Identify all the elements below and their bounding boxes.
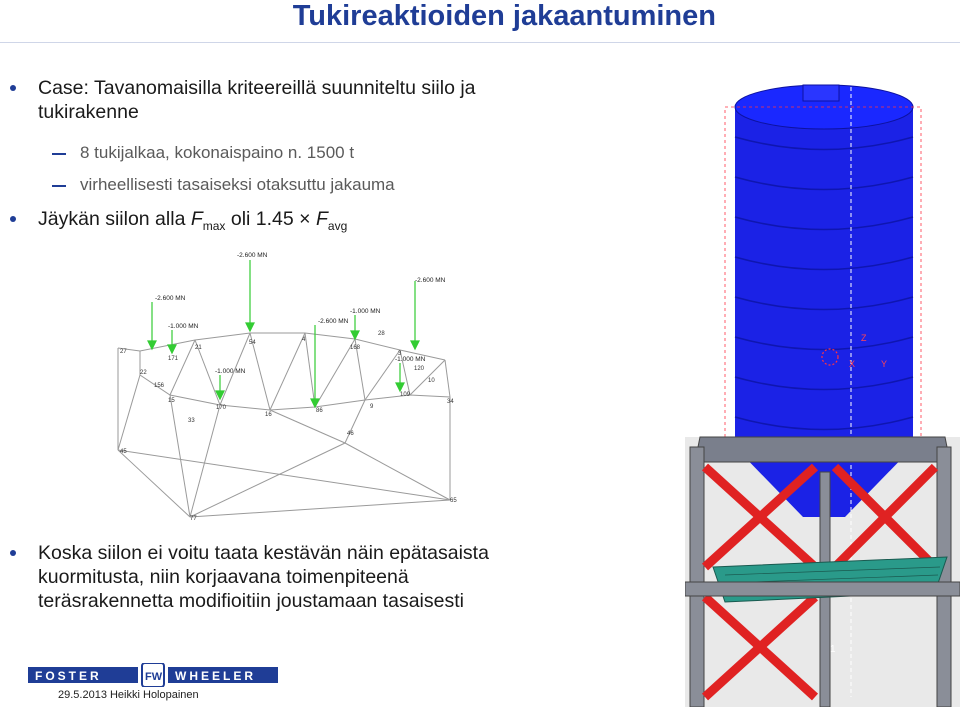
load-label: -1.000 MN — [215, 368, 246, 375]
load-label: -2.600 MN — [318, 318, 349, 325]
node-label: 168 — [350, 345, 361, 351]
bullet-dot — [10, 550, 16, 556]
axis-z-label: Z — [861, 333, 867, 343]
bullet-case — [38, 76, 476, 124]
node-label: 27 — [120, 349, 127, 355]
load-label: -2.600 MN — [415, 277, 446, 284]
node-label: 54 — [249, 340, 256, 346]
logo-right-text: WHEELER — [175, 669, 256, 683]
frame-load-diagram — [110, 245, 480, 525]
load-label: -1.000 MN — [350, 308, 381, 315]
avg-subscript: avg — [327, 218, 348, 233]
node-label: 22 — [140, 370, 147, 376]
bullet-dot — [10, 216, 16, 222]
node-label: 171 — [168, 356, 179, 362]
node-label: 65 — [450, 498, 457, 504]
times-symbol: × — [299, 208, 311, 230]
f-symbol: F — [190, 208, 203, 230]
bullet-modification-line2: kuormitusta, niin korjaavana toimenpiteenä — [38, 566, 409, 588]
node-label: 9 — [370, 404, 374, 410]
max-subscript: max — [202, 218, 226, 233]
bullet-fmax-text: Jäykän siilon alla — [38, 208, 186, 230]
node-label: 3 — [398, 351, 402, 357]
node-label: 45 — [120, 449, 127, 455]
node-label: 10 — [428, 378, 435, 384]
silo-3d-model — [685, 77, 960, 707]
node-label: 109 — [400, 392, 411, 398]
sub-bullet-dash — [52, 185, 66, 187]
sub-bullet-dash — [52, 153, 66, 155]
node-label: 170 — [216, 405, 227, 411]
f-symbol: F — [315, 208, 328, 230]
load-label: -1.000 MN — [395, 356, 426, 363]
logo-left-text: FOSTER — [35, 669, 102, 683]
load-label: -1.000 MN — [168, 323, 199, 330]
node-label: 21 — [195, 345, 202, 351]
node-label: 34 — [447, 399, 454, 405]
logo-mark: FW — [145, 671, 163, 683]
node-label: 120 — [414, 366, 425, 372]
sub-bullet-distribution — [80, 174, 395, 196]
node-label: 16 — [265, 412, 272, 418]
node-label: 28 — [378, 331, 385, 337]
load-label: -2.600 MN — [155, 295, 186, 302]
bullet-case-line1: Case: Tavanomaisilla kriteereillä suunniteltu siilo ja — [38, 77, 476, 99]
load-label: -2.600 MN — [237, 252, 268, 259]
node-label: 4 — [302, 337, 306, 343]
bullet-modification — [38, 541, 489, 613]
model-marker: 1 — [830, 644, 836, 655]
foster-wheeler-logo — [28, 663, 278, 687]
bullet-case-line2: tukirakenne — [38, 101, 139, 123]
axis-x-label: X — [849, 359, 856, 369]
node-label: 46 — [347, 431, 354, 437]
footer-date-author: 29.5.2013 Heikki Holopainen — [58, 689, 199, 701]
ratio-text: oli 1.45 — [230, 208, 294, 230]
bullet-modification-line1: Koska siilon ei voitu taata kestävän näin epätasaista — [38, 542, 489, 564]
sub-bullet-distribution-text: virheellisesti tasaiseksi otaksuttu jakauma — [80, 175, 395, 194]
node-label: 33 — [188, 418, 195, 424]
title-divider — [0, 42, 960, 43]
bullet-dot — [10, 85, 16, 91]
node-label: 77 — [190, 516, 197, 522]
page-title: Tukireaktioiden jakaantuminen — [292, 0, 716, 32]
node-label: 156 — [154, 383, 165, 389]
sub-bullet-legs — [80, 142, 354, 164]
bullet-fmax — [38, 207, 347, 238]
bullet-modification-line3: teräsrakennetta modifioitiin joustamaan tasaisesti — [38, 590, 464, 612]
node-label: 15 — [168, 398, 175, 404]
axis-y-label: Y — [881, 359, 888, 369]
sub-bullet-legs-text: 8 tukijalkaa, kokonaispaino n. 1500 t — [80, 143, 355, 162]
node-label: 86 — [316, 408, 323, 414]
